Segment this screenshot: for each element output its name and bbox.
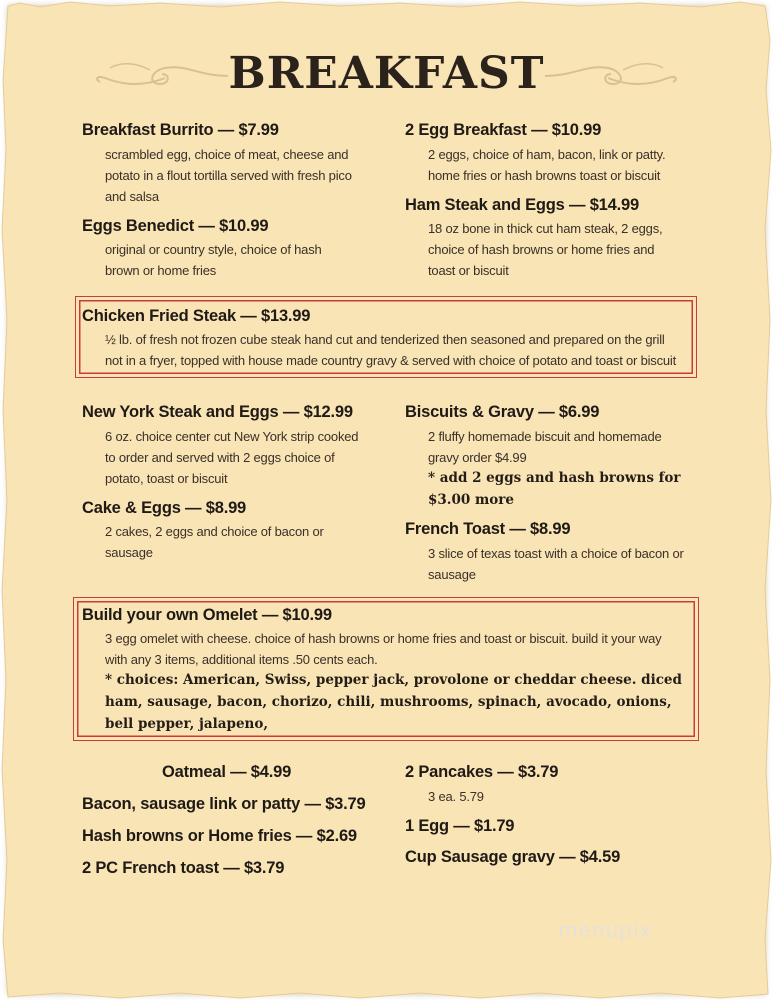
item-title-eggs-benedict: Eggs Benedict — $10.99 [82, 217, 269, 235]
item-title-chicken-fried-steak: Chicken Fried Steak — $13.99 [82, 307, 311, 325]
side-french-toast: 2 PC French toast — $3.79 [82, 859, 285, 877]
item-desc-cake-eggs: 2 cakes, 2 eggs and choice of bacon or sausage [105, 524, 324, 560]
right-flourish-icon [543, 56, 683, 96]
side-bacon-sausage: Bacon, sausage link or patty — $3.79 [82, 795, 366, 813]
item-desc-ham-steak: 18 oz bone in thick cut ham steak, 2 eggs, choice of hash browns or home fries and toast or biscuit [428, 221, 663, 278]
side-sausage-gravy: Cup Sausage gravy — $4.59 [405, 848, 621, 866]
item-desc-breakfast-burrito: scrambled egg, choice of meat, cheese and potato in a flout tortilla served with fresh pico and salsa [105, 147, 352, 204]
page-title: BREAKFAST [228, 48, 545, 99]
note-omelet-choices: * choices: American, Swiss, pepper jack, provolone or cheddar cheese. diced ham, sausage, bacon, chorizo, chili, mushrooms, spinach, avocado, onions, bell pepper, jalapeno, [105, 672, 682, 732]
item-desc-chicken-fried-steak: ½ lb. of fresh not frozen cube steak hand cut and tenderized then seasoned and prepared on the grill not in a fryer, topped with house made country gravy & served with choice of potato and toast or biscuit [105, 332, 677, 368]
item-desc-omelet: 3 egg omelet with cheese. choice of hash browns or home fries and toast or biscuit. build it your way with any 3 items, additional items .50 cents each. [105, 631, 662, 667]
item-title-biscuits-gravy: Biscuits & Gravy — $6.99 [405, 403, 600, 421]
item-title-new-york-steak: New York Steak and Eggs — $12.99 [82, 403, 353, 421]
item-desc-biscuits-gravy: 2 fluffy homemade biscuit and homemade gravy order $4.99 [428, 429, 662, 465]
item-desc-eggs-benedict: original or country style, choice of hash brown or home fries [105, 242, 322, 278]
item-title-cake-eggs: Cake & Eggs — $8.99 [82, 499, 247, 517]
item-desc-new-york-steak: 6 oz. choice center cut New York strip cooked to order and served with 2 eggs choice of potato, toast or biscuit [105, 429, 359, 486]
header [80, 40, 693, 110]
item-desc-french-toast: 3 slice of texas toast with a choice of bacon or sausage [428, 546, 684, 582]
item-desc-2-egg-breakfast: 2 eggs, choice of ham, bacon, link or patty. home fries or hash browns toast or biscuit [428, 147, 666, 183]
watermark: menupix [558, 918, 653, 942]
item-title-2-egg-breakfast: 2 Egg Breakfast — $10.99 [405, 121, 602, 139]
item-title-omelet: Build your own Omelet — $10.99 [82, 606, 332, 624]
side-oatmeal: Oatmeal — $4.99 [162, 763, 292, 781]
side-pancakes-desc: 3 ea. 5.79 [428, 789, 484, 804]
item-title-breakfast-burrito: Breakfast Burrito — $7.99 [82, 121, 279, 139]
side-2-pancakes: 2 Pancakes — $3.79 [405, 763, 559, 781]
item-title-french-toast: French Toast — $8.99 [405, 520, 571, 538]
item-title-ham-steak: Ham Steak and Eggs — $14.99 [405, 196, 639, 214]
note-biscuits-gravy: * add 2 eggs and hash browns for $3.00 more [428, 470, 681, 508]
side-1-egg: 1 Egg — $1.79 [405, 817, 515, 835]
side-hash-browns: Hash browns or Home fries — $2.69 [82, 827, 357, 845]
